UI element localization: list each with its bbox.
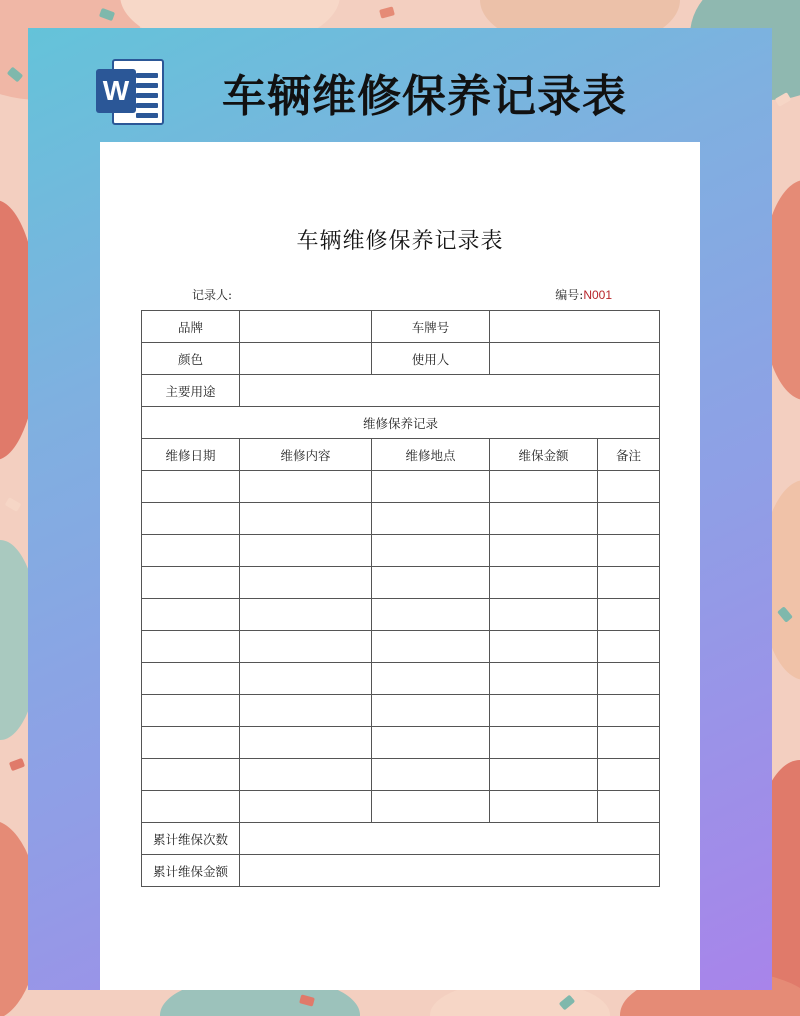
record-cell-amount[interactable]	[490, 727, 598, 759]
main-use-label: 主要用途	[142, 375, 240, 407]
column-header-location: 维修地点	[372, 439, 490, 471]
table-row	[142, 631, 660, 663]
record-cell-content[interactable]	[240, 503, 372, 535]
table-row	[142, 791, 660, 823]
record-cell-location[interactable]	[372, 567, 490, 599]
record-cell-location[interactable]	[372, 759, 490, 791]
record-cell-content[interactable]	[240, 663, 372, 695]
record-cell-date[interactable]	[142, 791, 240, 823]
total-amount-field[interactable]	[240, 855, 660, 887]
record-rows	[142, 471, 660, 823]
record-cell-content[interactable]	[240, 695, 372, 727]
record-cell-remarks[interactable]	[598, 503, 660, 535]
table-row	[142, 663, 660, 695]
record-cell-location[interactable]	[372, 727, 490, 759]
plate-number-label: 车牌号	[372, 311, 490, 343]
record-cell-location[interactable]	[372, 535, 490, 567]
record-cell-remarks[interactable]	[598, 727, 660, 759]
header-title: 车辆维修保养记录表	[222, 71, 627, 122]
section-title-row	[142, 407, 660, 439]
record-cell-date[interactable]	[142, 599, 240, 631]
record-cell-remarks[interactable]	[598, 759, 660, 791]
info-row-main-use	[142, 375, 660, 407]
section-title: 维修保养记录	[142, 407, 660, 439]
record-cell-amount[interactable]	[490, 503, 598, 535]
record-cell-remarks[interactable]	[598, 631, 660, 663]
table-row	[142, 695, 660, 727]
info-row-color	[142, 343, 660, 375]
color-field[interactable]	[240, 343, 372, 375]
table-row	[142, 759, 660, 791]
word-badge: W	[96, 69, 136, 113]
brand-label: 品牌	[142, 311, 240, 343]
record-cell-date[interactable]	[142, 503, 240, 535]
record-cell-content[interactable]	[240, 599, 372, 631]
total-count-field[interactable]	[240, 823, 660, 855]
table-row	[142, 567, 660, 599]
record-cell-content[interactable]	[240, 631, 372, 663]
main-use-field[interactable]	[240, 375, 660, 407]
record-cell-amount[interactable]	[490, 471, 598, 503]
record-cell-remarks[interactable]	[598, 535, 660, 567]
record-cell-date[interactable]	[142, 695, 240, 727]
record-cell-amount[interactable]	[490, 663, 598, 695]
document-title: 车辆维修保养记录表	[296, 229, 504, 254]
column-header-date: 维修日期	[142, 439, 240, 471]
record-cell-remarks[interactable]	[598, 471, 660, 503]
record-cell-remarks[interactable]	[598, 791, 660, 823]
record-cell-amount[interactable]	[490, 791, 598, 823]
record-cell-location[interactable]	[372, 503, 490, 535]
record-cell-date[interactable]	[142, 631, 240, 663]
record-cell-content[interactable]	[240, 471, 372, 503]
record-cell-location[interactable]	[372, 695, 490, 727]
record-cell-content[interactable]	[240, 791, 372, 823]
document-page	[100, 142, 700, 990]
record-cell-remarks[interactable]	[598, 695, 660, 727]
column-header-remarks: 备注	[598, 439, 660, 471]
plate-number-field[interactable]	[490, 311, 660, 343]
column-header-amount: 维保金额	[490, 439, 598, 471]
record-cell-date[interactable]	[142, 471, 240, 503]
record-cell-date[interactable]	[142, 727, 240, 759]
record-cell-amount[interactable]	[490, 567, 598, 599]
table-row	[142, 471, 660, 503]
record-cell-content[interactable]	[240, 759, 372, 791]
record-cell-remarks[interactable]	[598, 663, 660, 695]
info-row-brand	[142, 311, 660, 343]
record-cell-location[interactable]	[372, 631, 490, 663]
record-cell-date[interactable]	[142, 535, 240, 567]
record-cell-location[interactable]	[372, 663, 490, 695]
record-cell-remarks[interactable]	[598, 567, 660, 599]
record-cell-remarks[interactable]	[598, 599, 660, 631]
record-cell-amount[interactable]	[490, 759, 598, 791]
table-row	[142, 599, 660, 631]
record-cell-date[interactable]	[142, 567, 240, 599]
header	[96, 52, 627, 132]
record-cell-location[interactable]	[372, 599, 490, 631]
table-row	[142, 727, 660, 759]
record-cell-content[interactable]	[240, 567, 372, 599]
maintenance-form-table	[141, 310, 660, 887]
recorder-label: 记录人:	[192, 288, 233, 302]
record-cell-amount[interactable]	[490, 631, 598, 663]
document-number	[555, 286, 612, 303]
record-cell-content[interactable]	[240, 727, 372, 759]
number-value: N001	[583, 288, 612, 302]
column-header-content: 维修内容	[240, 439, 372, 471]
user-label: 使用人	[372, 343, 490, 375]
user-field[interactable]	[490, 343, 660, 375]
record-cell-amount[interactable]	[490, 535, 598, 567]
record-cell-location[interactable]	[372, 471, 490, 503]
record-cell-amount[interactable]	[490, 695, 598, 727]
total-count-row	[142, 823, 660, 855]
brand-field[interactable]	[240, 311, 372, 343]
table-row	[142, 503, 660, 535]
record-cell-amount[interactable]	[490, 599, 598, 631]
total-amount-label: 累计维保金额	[142, 855, 240, 887]
record-cell-location[interactable]	[372, 791, 490, 823]
word-document-icon	[96, 55, 166, 129]
total-amount-row	[142, 855, 660, 887]
record-cell-content[interactable]	[240, 535, 372, 567]
record-cell-date[interactable]	[142, 663, 240, 695]
color-label: 颜色	[142, 343, 240, 375]
total-count-label: 累计维保次数	[142, 823, 240, 855]
record-header-row	[142, 439, 660, 471]
record-cell-date[interactable]	[142, 759, 240, 791]
table-row	[142, 535, 660, 567]
number-label: 编号:	[555, 288, 584, 302]
